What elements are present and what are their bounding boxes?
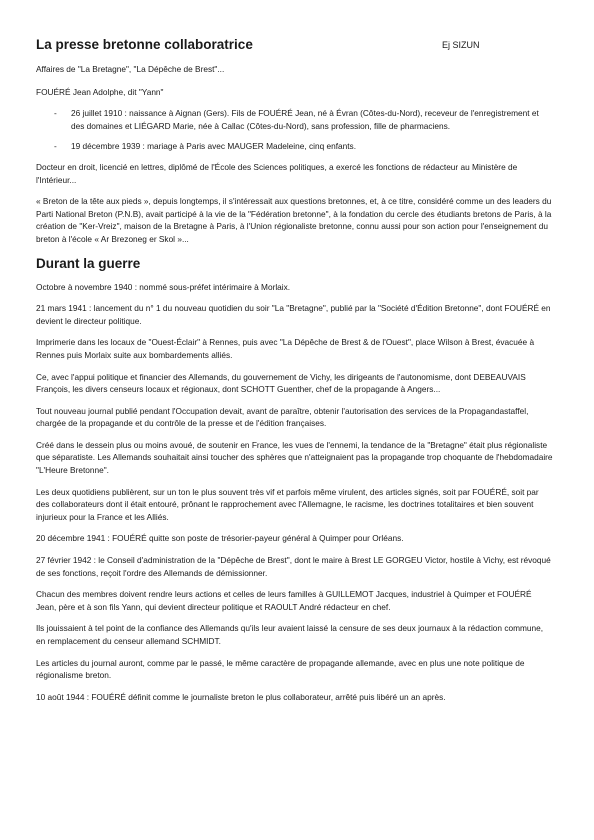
list-item: - 26 juillet 1910 : naissance à Aignan (Gers). Fils de FOUÉRÉ Jean, né à Évran (Côtes-du-Nord), receveur de l'enregistrement et des domaines et LIÉGARD Marie, née à Callac (Côtes-du-Nord), sans profession, fille de pharmaciens. — [54, 108, 539, 131]
paragraph: « Breton de la tête aux pieds », depuis longtemps, il s'intéressait aux questions bretonnes, et, à ce titre, considéré comme un des leaders du Parti National Breton (P.N.B), avait participé à la vie de la "Fédération bretonne", à la fondation du cercle des étudiants bretons de Paris, à la création de "Ker-Vreiz", maison de la Bretagne à Paris, à l'Union régionaliste bretonne, connu aussi pour son action pour l'enseignement du breton à l'école « Ar Brezoneg er Skol »... — [36, 196, 552, 244]
affairs-line: Affaires de "La Bretagne", "La Dépêche de Brest"... — [36, 64, 225, 74]
bio-list — [36, 107, 554, 153]
person-name: FOUÉRÉ Jean Adolphe, dit "Yann" — [36, 86, 164, 97]
paragraph: 20 décembre 1941 : FOUÉRÉ quitte son poste de trésorier-payeur général à Quimper pour Orléans. — [36, 533, 404, 544]
list-item: - 19 décembre 1939 : mariage à Paris avec MAUGER Madeleine, cinq enfants. — [54, 141, 357, 152]
paragraph: Docteur en droit, licencié en lettres, diplômé de l'École des Sciences politiques, a exercé les fonctions de rédacteur au Ministère de l'Intérieur... — [36, 161, 518, 185]
paragraph: 27 février 1942 : le Conseil d'administration de la "Dépêche de Brest", dont le maire à Brest LE GORGEU Victor, hostile à Vichy, est révoqué de ses fonctions, reçoit l'ordre des Allemands de démissionner. — [36, 555, 551, 578]
paragraph: Octobre à novembre 1940 : nommé sous-préfet intérimaire à Morlaix. — [36, 281, 291, 292]
paragraph: Ce, avec l'appui politique et financier des Allemands, du gouvernement de Vichy, les dirigeants de l'autonomisme, dont DEBEAUVAIS François, les divers censeurs locaux et régionaux, dont SCHOTT Guenther, chef de la propagande à Angers... — [36, 371, 526, 395]
list-item-text: 19 décembre 1939 : mariage à Paris avec MAUGER Madeleine, cinq enfants. — [71, 141, 357, 152]
paragraph: Les deux quotidiens publièrent, sur un ton le plus souvent très vif et parfois même virulent, des articles signés, soit par FOUÉRÉ, soit par des collaborateurs dont il était entouré, prônant le rapprochement avec l'Allemagne, le racisme, les doctrines totalitaires et bien souvent injurieux pour la France et les Alliés. — [36, 486, 539, 522]
paragraph: Imprimerie dans les locaux de "Ouest-Éclair" à Rennes, puis avec "La Dépêche de Brest & de l'Ouest", place Wilson à Brest, évacuée à Rennes puis Morlaix suite aux bombardements alliés. — [36, 337, 535, 360]
paragraph: 10 août 1944 : FOUÉRÉ définit comme le journaliste breton le plus collaborateur, arrêté puis libéré un an après. — [36, 691, 446, 702]
paragraph: Ils jouissaient à tel point de la confiance des Allemands qu'ils leur avaient laissé la censure de ses deux journaux à la rédaction commune, en remplacement du censeur allemand SCHMIDT. — [36, 623, 544, 646]
paragraph: Les articles du journal auront, comme par le passé, le même caractère de propagande allemande, avec en plus une note politique de régionalisme breton. — [36, 657, 525, 681]
document-title: La presse bretonne collaboratrice — [36, 37, 253, 52]
author-name: Ej SIZUN — [442, 40, 480, 50]
paragraph: Créé dans le dessein plus ou moins avoué, de soutenir en France, les vues de l'ennemi, la tendance de la "Bretagne" était plus régionaliste que séparatiste. Les Allemands souhaitait ainsi toucher des sphères que n'atteignaient pas la propagande trop choquante de l'hebdomadaire "L'Heure Bretonne". — [36, 439, 553, 476]
list-item-text: 26 juillet 1910 : naissance à Aignan (Gers). Fils de FOUÉRÉ Jean, né à Évran (Côtes-du-Nord), receveur de l'enregistrement et des domaines et LIÉGARD Marie, née à Callac (Côtes-du-Nord), sans profession, fille de pharmaciens. — [71, 108, 539, 131]
paragraph: 21 mars 1941 : lancement du n° 1 du nouveau quotidien du soir "La "Bretagne", publié par la "Société d'Édition Bretonne", dont FOUÉRÉ en devient le directeur politique. — [36, 303, 551, 326]
paragraph: Chacun des membres doivent rendre leurs actions et celles de leurs familles à GUILLEMOT Jacques, industriel à Quimper et FOUÉRÉ Jean, père et à son fils Yann, qui devient directeur politique et RAOULT André rédacteur en chef. — [36, 589, 532, 612]
section-title: Durant la guerre — [36, 255, 141, 271]
title-row — [36, 36, 554, 56]
paragraph: Tout nouveau journal publié pendant l'Occupation devait, avant de paraître, obtenir l'autorisation des services de la Propagandastaffel, chargée de la propagande et du contrôle de la presse et de l'édition françaises. — [36, 405, 529, 429]
